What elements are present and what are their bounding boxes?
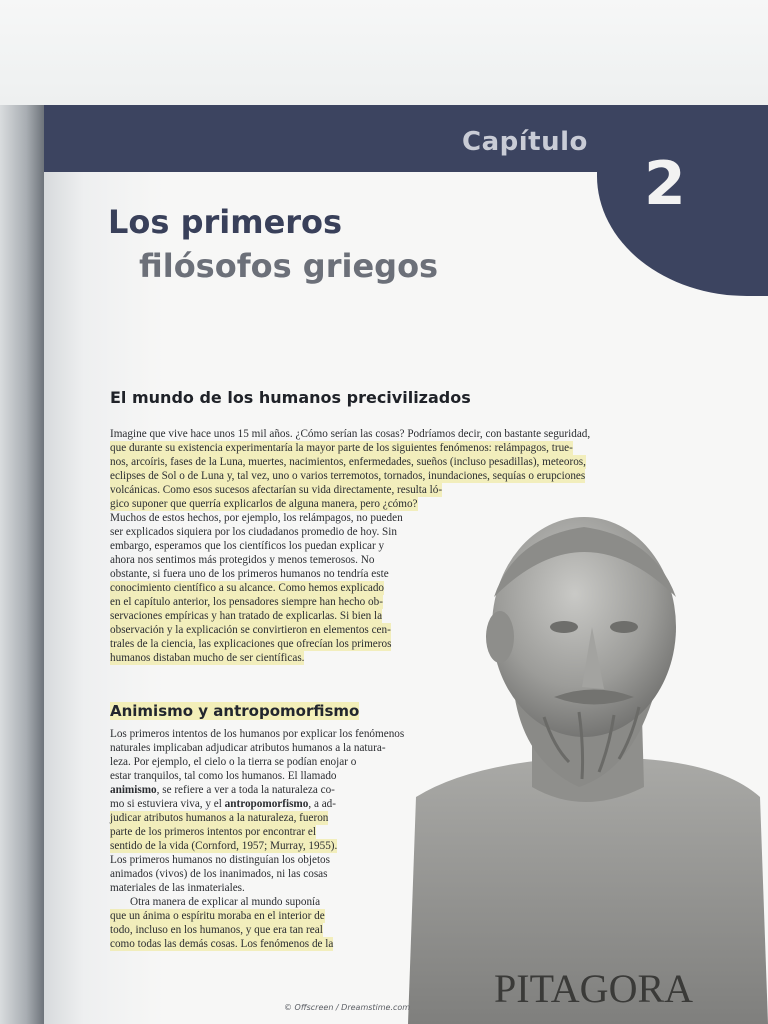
- section-heading: El mundo de los humanos precivilizados: [110, 388, 471, 407]
- term-animismo: animismo: [110, 784, 157, 796]
- bust-inscription: PITAGORA: [494, 966, 694, 1011]
- body-line: judicar atributos humanos a la naturaleza, fueron: [110, 812, 329, 824]
- term-antropomorfismo: antropomorfismo: [224, 798, 309, 810]
- body-line: naturales implicaban adjudicar atributos humanos a la natura-: [110, 742, 386, 754]
- chapter-title-line1: Los primeros: [108, 203, 343, 241]
- book-gutter: [0, 105, 44, 1024]
- body-line: volcánicas. Como esos sucesos afectarían su vida directamente, resulta ló-: [110, 484, 443, 496]
- body-line-indented: [110, 895, 320, 909]
- body-line: gico suponer que querría explicarlos de alguna manera, pero ¿cómo?: [110, 498, 418, 510]
- body-line: como todas las demás cosas. Los fenómenos de la: [110, 938, 334, 950]
- body-line: Los primeros intentos de los humanos por explicar los fenómenos: [110, 728, 405, 740]
- body-line: nos, arcoíris, fases de la Luna, muertes, nacimientos, enfermedades, sueños (incluso pesadillas), meteoros,: [110, 456, 586, 468]
- body-line: leza. Por ejemplo, el cielo o la tierra se podían enojar o: [110, 756, 357, 768]
- body-line: Los primeros humanos no distinguían los objetos: [110, 854, 331, 866]
- body-line: animados (vivos) de los inanimados, ni las cosas: [110, 868, 328, 880]
- body-line: que un ánima o espíritu moraba en el interior de: [110, 910, 325, 922]
- book-page: [44, 105, 768, 1024]
- body-text: Otra manera de explicar al mundo suponía: [130, 896, 321, 908]
- body-line: todo, incluso en los humanos, y que era tan real: [110, 924, 323, 936]
- body-line-antropomorfismo: [110, 797, 336, 811]
- body-line: servaciones empíricas y han tratado de explicarlas. Si bien la: [110, 610, 383, 622]
- chapter-number: 2: [644, 149, 686, 219]
- body-line: Imagine que vive hace unos 15 mil años. ¿Cómo serían las cosas? Podríamos decir, con bastante seguridad,: [110, 428, 591, 440]
- photo-credit: © Offscreen / Dreamstime.com: [284, 1003, 411, 1012]
- body-line: humanos distaban mucho de ser científicas.: [110, 652, 305, 664]
- body-line: obstante, si fuera uno de los primeros humanos no tendría este: [110, 568, 389, 580]
- body-line: ahora nos sentimos más protegidos y menos temerosos. No: [110, 554, 375, 566]
- body-line: parte de los primeros intentos por encontrar el: [110, 826, 316, 838]
- body-line: materiales de las inmateriales.: [110, 882, 245, 894]
- body-line: eclipses de Sol o de Luna y, tal vez, uno o varios terremotos, tornados, inundaciones, sequías o erupciones: [110, 470, 586, 482]
- body-line: conocimiento científico a su alcance. Como hemos explicado: [110, 582, 385, 594]
- body-line: que durante su existencia experimentaría la mayor parte de los siguientes fenómenos: relámpagos, true-: [110, 442, 573, 454]
- pythagoras-bust-image: [404, 497, 768, 1024]
- chapter-label: Capítulo: [462, 127, 588, 157]
- body-text: , a ad-: [308, 798, 337, 810]
- body-line: trales de la ciencia, las explicaciones que ofrecían los primeros: [110, 638, 392, 650]
- body-line-animismo: [110, 783, 335, 797]
- chapter-title-line2: filósofos griegos: [139, 247, 439, 285]
- body-line: Muchos de estos hechos, por ejemplo, los relámpagos, no pueden: [110, 512, 403, 524]
- body-line: en el capítulo anterior, los pensadores siempre han hecho ob-: [110, 596, 383, 608]
- body-text: , se refiere a ver a toda la naturaleza co-: [156, 784, 335, 796]
- body-line: sentido de la vida (Cornford, 1957; Murray, 1955).: [110, 840, 338, 852]
- body-line: estar tranquilos, tal como los humanos. El llamado: [110, 770, 337, 782]
- body-text: mo si estuviera viva, y el: [110, 798, 225, 810]
- body-line: ser explicados siquiera por los ciudadanos promedio de hoy. Sin: [110, 526, 397, 538]
- photo-background: [0, 0, 768, 105]
- body-line: observación y la explicación se convirtieron en elementos cen-: [110, 624, 391, 636]
- body-line: embargo, esperamos que los científicos los puedan explicar y: [110, 540, 385, 552]
- subsection-heading: Animismo y antropomorfismo: [110, 702, 360, 720]
